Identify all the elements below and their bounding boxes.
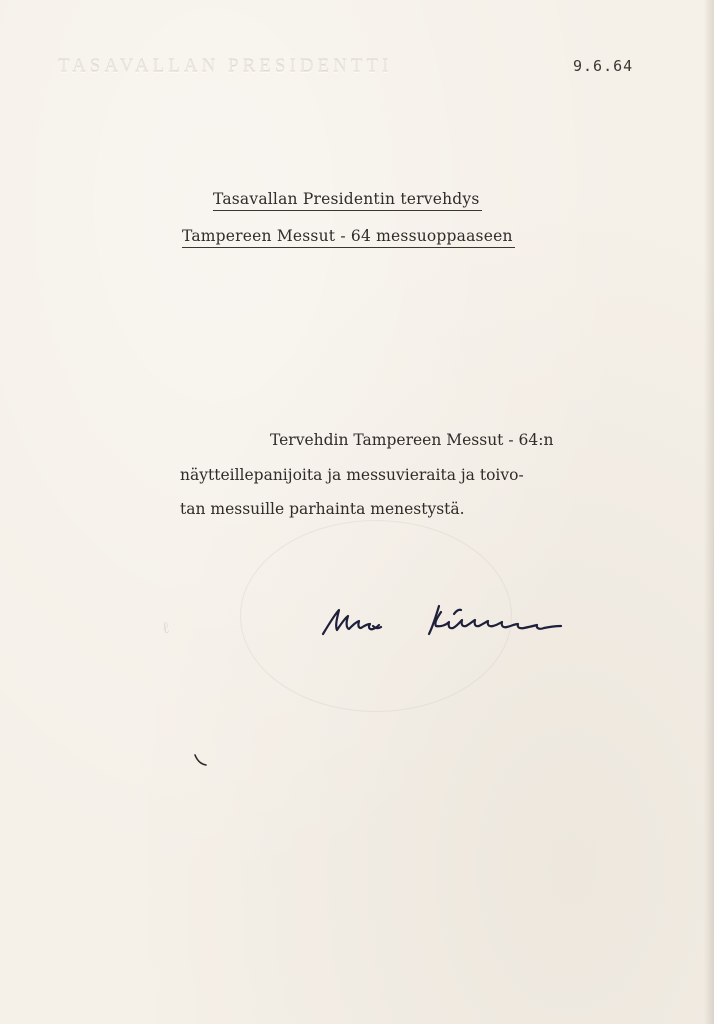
stray-pen-mark (193, 752, 209, 768)
body-paragraph (180, 423, 670, 527)
heading-line-1: Tasavallan Presidentin tervehdys (213, 190, 482, 211)
handwritten-signature (315, 598, 585, 648)
body-line-1: Tervehdin Tampereen Messut - 64:n (270, 431, 554, 449)
faint-stamp-mark: ℓ (160, 619, 171, 638)
body-line-2: näytteillepanijoita ja messuvieraita ja toivo- (180, 465, 524, 484)
document-date: 9.6.64 (573, 57, 634, 75)
heading-line-2: Tampereen Messut - 64 messuoppaaseen (182, 227, 515, 248)
body-line-3: tan messuille parhainta menestystä. (180, 500, 465, 518)
embossed-letterhead: TASAVALLAN PRESIDENTTI (58, 56, 393, 77)
